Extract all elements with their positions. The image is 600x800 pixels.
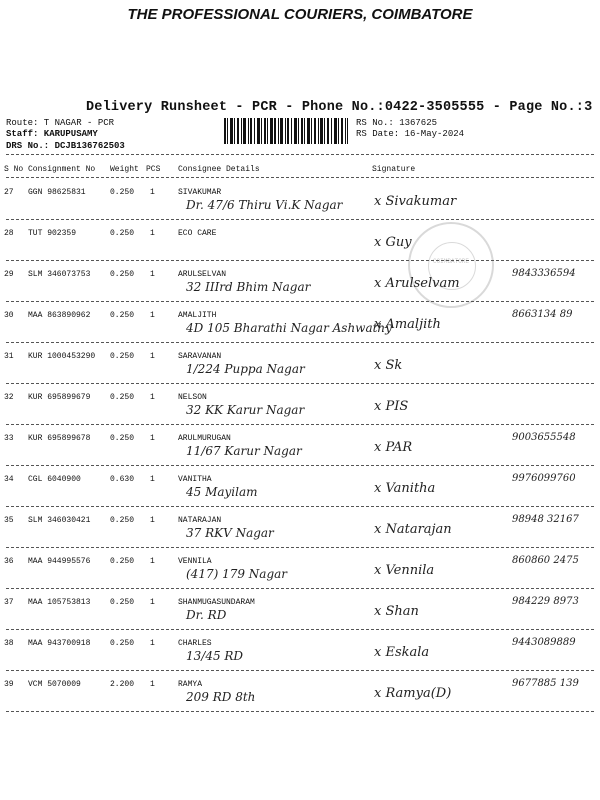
row-handwritten-phone: 9003655548: [512, 432, 576, 443]
row-consignee-name: ARULMURUGAN: [178, 434, 231, 443]
row-pcs: 1: [150, 188, 155, 197]
row-handwritten-phone: 9677885 139: [512, 678, 579, 689]
row-consignment-no: SLM 346030421: [28, 516, 91, 525]
row-pcs: 1: [150, 270, 155, 279]
row-consignee-name: SHANMUGASUNDARAM: [178, 598, 255, 607]
row-pcs: 1: [150, 434, 155, 443]
col-consignee-header: Consignee Details: [178, 165, 260, 174]
row-consignee-name: VENNILA: [178, 557, 212, 566]
row-pcs: 1: [150, 311, 155, 320]
row-signature: x Eskala: [374, 645, 430, 660]
row-sno: 29: [4, 270, 14, 279]
row-consignment-no: GGN 98625831: [28, 188, 86, 197]
row-consignment-no: MAA 105753813: [28, 598, 91, 607]
row-divider: [6, 670, 594, 671]
row-handwritten-address: 37 RKV Nagar: [186, 526, 274, 540]
row-consignment-no: KUR 695899678: [28, 434, 91, 443]
row-sno: 27: [4, 188, 14, 197]
table-row: [0, 221, 600, 262]
row-sno: 39: [4, 680, 14, 689]
row-pcs: 1: [150, 229, 155, 238]
row-signature: x Vennila: [374, 563, 435, 578]
row-consignee-name: CHARLES: [178, 639, 212, 648]
row-weight: 0.250: [110, 270, 135, 279]
table-row: [0, 508, 600, 549]
row-consignment-no: TUT 902359: [28, 229, 77, 238]
row-sno: 30: [4, 311, 14, 320]
row-signature: x Sk: [374, 358, 403, 373]
row-pcs: 1: [150, 475, 155, 484]
row-weight: 0.250: [110, 557, 135, 566]
col-pcs-header: PCS: [146, 165, 161, 174]
row-pcs: 1: [150, 393, 155, 402]
row-consignee-name: ARULSELVAN: [178, 270, 227, 279]
drs-number: DRS No.: DCJB136762503: [6, 141, 125, 151]
row-pcs: 1: [150, 680, 155, 689]
row-consignment-no: MAA 863890962: [28, 311, 91, 320]
row-consignment-no: CGL 6040900: [28, 475, 81, 484]
row-divider: [6, 260, 594, 261]
table-row: [0, 672, 600, 713]
row-consignee-name: SARAVANAN: [178, 352, 222, 361]
row-sno: 33: [4, 434, 14, 443]
row-handwritten-phone: 98948 32167: [512, 514, 579, 525]
row-weight: 2.200: [110, 680, 135, 689]
rs-date: RS Date: 16-May-2024: [356, 129, 465, 139]
row-sno: 28: [4, 229, 14, 238]
column-header-divider: [6, 177, 594, 178]
row-consignee-name: SIVAKUMAR: [178, 188, 222, 197]
row-consignment-no: SLM 346073753: [28, 270, 91, 279]
row-consignment-no: KUR 695899679: [28, 393, 91, 402]
row-signature: x Guy: [374, 235, 412, 250]
row-consignee-name: NELSON: [178, 393, 207, 402]
table-row: [0, 467, 600, 508]
row-handwritten-phone: 9443089889: [512, 637, 576, 648]
row-signature: x Vanitha: [374, 481, 436, 496]
row-signature: x Sivakumar: [374, 194, 457, 209]
table-row: [0, 262, 600, 303]
row-divider: [6, 711, 594, 712]
row-handwritten-address: (417) 179 Nagar: [186, 567, 288, 581]
row-consignment-no: MAA 944995576: [28, 557, 91, 566]
row-handwritten-address: 209 RD 8th: [186, 690, 256, 704]
row-handwritten-address: Dr. RD: [186, 608, 227, 622]
col-signature-header: Signature: [372, 165, 416, 174]
row-consignment-no: KUR 1000453290: [28, 352, 96, 361]
table-row: [0, 631, 600, 672]
row-consignee-name: NATARAJAN: [178, 516, 222, 525]
row-sno: 35: [4, 516, 14, 525]
row-signature: x Natarajan: [374, 522, 452, 537]
post-office-stamp: COIMBATORE: [408, 222, 494, 308]
row-weight: 0.250: [110, 434, 135, 443]
row-sno: 31: [4, 352, 14, 361]
row-divider: [6, 465, 594, 466]
table-row: [0, 303, 600, 344]
row-signature: x PAR: [374, 440, 413, 455]
row-divider: [6, 506, 594, 507]
row-weight: 0.250: [110, 639, 135, 648]
row-weight: 0.630: [110, 475, 135, 484]
row-signature: x Arulselvam: [374, 276, 460, 291]
row-handwritten-address: 45 Mayilam: [186, 485, 258, 499]
row-handwritten-address: 13/45 RD: [186, 649, 244, 663]
row-weight: 0.250: [110, 393, 135, 402]
row-handwritten-address: 32 IIIrd Bhim Nagar: [186, 280, 311, 294]
row-divider: [6, 342, 594, 343]
row-weight: 0.250: [110, 352, 135, 361]
row-pcs: 1: [150, 639, 155, 648]
row-divider: [6, 588, 594, 589]
row-signature: x PIS: [374, 399, 409, 414]
row-weight: 0.250: [110, 311, 135, 320]
col-consignment-header: Consignment No: [28, 165, 96, 174]
row-consignee-name: RAMYA: [178, 680, 203, 689]
row-sno: 34: [4, 475, 14, 484]
row-handwritten-address: Dr. 47/6 Thiru Vi.K Nagar: [186, 198, 343, 212]
row-consignee-name: AMALJITH: [178, 311, 217, 320]
row-handwritten-address: 11/67 Karur Nagar: [186, 444, 302, 458]
route-label: Route: T NAGAR - PCR: [6, 118, 115, 128]
row-weight: 0.250: [110, 598, 135, 607]
row-handwritten-phone: 860860 2475: [512, 555, 579, 566]
row-sno: 38: [4, 639, 14, 648]
barcode-image: [224, 118, 348, 144]
row-consignee-name: VANITHA: [178, 475, 212, 484]
row-weight: 0.250: [110, 229, 135, 238]
row-sno: 32: [4, 393, 14, 402]
table-row: [0, 426, 600, 467]
row-pcs: 1: [150, 516, 155, 525]
row-pcs: 1: [150, 598, 155, 607]
row-handwritten-address: 1/224 Puppa Nagar: [186, 362, 305, 376]
row-handwritten-phone: 9843336594: [512, 268, 576, 279]
row-divider: [6, 301, 594, 302]
company-name: THE PROFESSIONAL COURIERS, COIMBATORE: [127, 6, 473, 23]
row-weight: 0.250: [110, 516, 135, 525]
row-divider: [6, 424, 594, 425]
row-handwritten-phone: 9976099760: [512, 473, 576, 484]
row-divider: [6, 219, 594, 220]
header-divider: [6, 154, 594, 155]
table-row: [0, 590, 600, 631]
row-signature: x Ramya(D): [374, 686, 452, 701]
row-handwritten-address: 32 KK Karur Nagar: [186, 403, 305, 417]
row-handwritten-phone: 984229 8973: [512, 596, 579, 607]
runsheet-title: Delivery Runsheet - PCR - Phone No.:0422-3505555 - Page No.:3: [86, 100, 593, 115]
row-pcs: 1: [150, 352, 155, 361]
table-row: [0, 549, 600, 590]
row-divider: [6, 383, 594, 384]
staff-label: Staff: KARUPUSAMY: [6, 129, 98, 139]
row-handwritten-address: 4D 105 Bharathi Nagar Ashwathy: [186, 321, 392, 335]
row-consignment-no: VCM 5070009: [28, 680, 81, 689]
row-signature: x Shan: [374, 604, 419, 619]
col-sno-header: S No: [4, 165, 24, 174]
row-handwritten-phone: 8663134 89: [512, 309, 573, 320]
row-sno: 36: [4, 557, 14, 566]
table-row: [0, 180, 600, 221]
row-consignee-name: ECO CARE: [178, 229, 217, 238]
table-row: [0, 385, 600, 426]
row-divider: [6, 629, 594, 630]
rs-number: RS No.: 1367625: [356, 118, 438, 128]
row-sno: 37: [4, 598, 14, 607]
row-weight: 0.250: [110, 188, 135, 197]
table-row: [0, 344, 600, 385]
row-signature: x Amaljith: [374, 317, 441, 332]
row-pcs: 1: [150, 557, 155, 566]
row-divider: [6, 547, 594, 548]
row-consignment-no: MAA 943700918: [28, 639, 91, 648]
col-weight-header: Weight: [110, 165, 139, 174]
